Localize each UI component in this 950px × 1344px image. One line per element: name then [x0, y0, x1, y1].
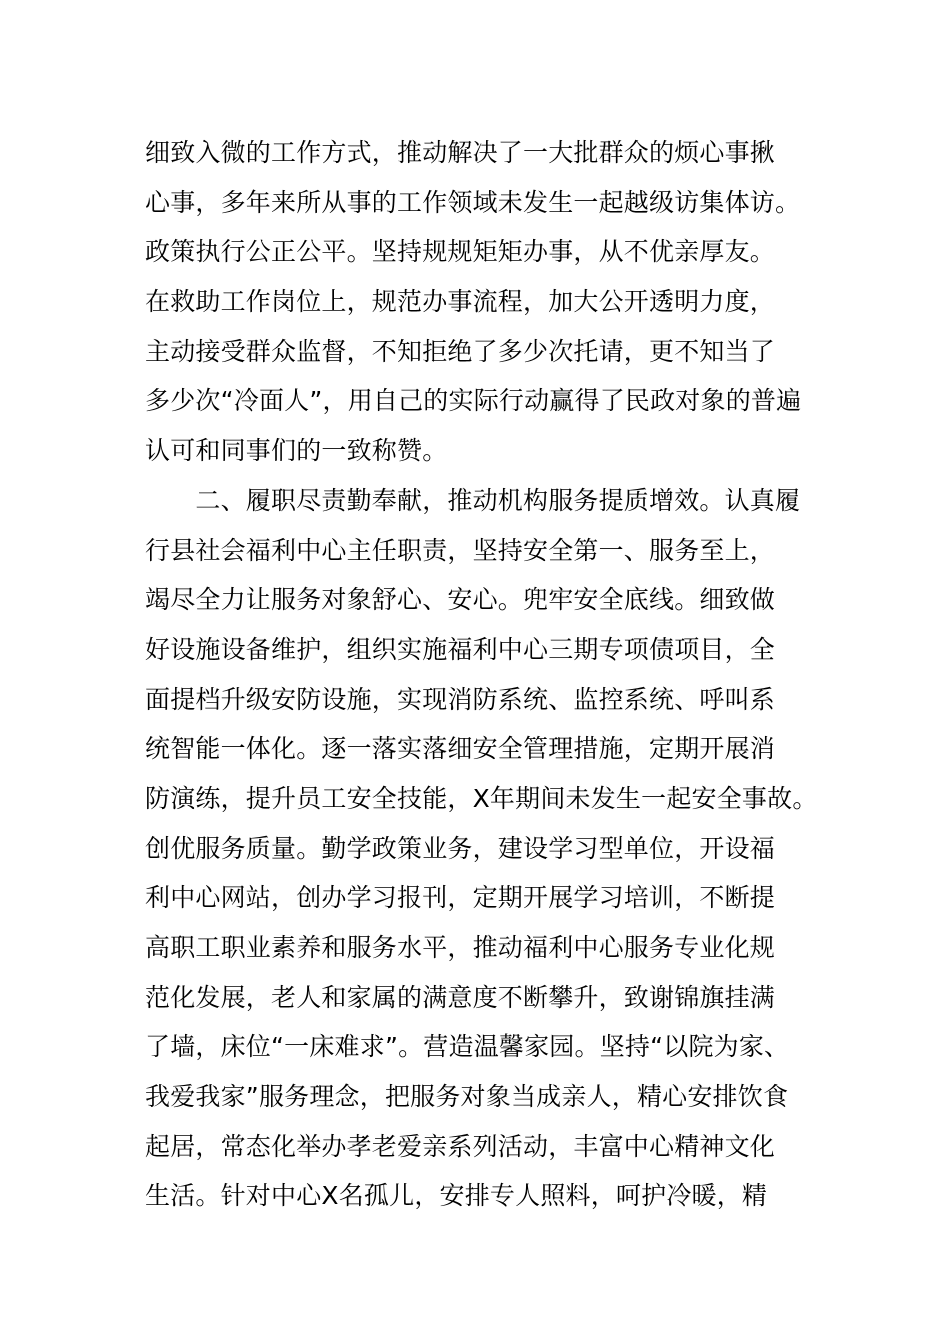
- document-body: [145, 128, 825, 1221]
- text-line: 政策执行公正公平。坚持规规矩矩办事，从不优亲厚友。: [145, 237, 776, 267]
- text-line: 细致入微的工作方式，推动解决了一大批群众的烦心事揪: [145, 138, 776, 167]
- text-line: 创优服务质量。勤学政策业务，建设学习型单位，开设福: [145, 833, 776, 863]
- text-line: 利中心网站，创办学习报刊，定期开展学习培训，不断提: [145, 883, 776, 913]
- text-line: 防演练，提升员工安全技能，X年期间未发生一起安全事故。: [145, 783, 818, 813]
- text-line: 高职工职业素养和服务水平，推动福利中心服务专业化规: [145, 933, 776, 962]
- text-line: 多少次“冷面人”，用自己的实际行动赢得了民政对象的普遍: [145, 386, 802, 416]
- text-line: 主动接受群众监督，不知拒绝了多少次托请，更不知当了: [145, 336, 776, 366]
- text-line: 行县社会福利中心主任职责，坚持安全第一、服务至上，: [145, 535, 776, 565]
- text-line: 竭尽全力让服务对象舒心、安心。兜牢安全底线。细致做: [145, 585, 776, 615]
- text-line: 心事，多年来所从事的工作领域未发生一起越级访集体访。: [145, 187, 801, 217]
- text-line: 了墙，床位“一床难求”。营造温馨家园。坚持“以院为家、: [145, 1032, 790, 1062]
- text-line: 在救助工作岗位上，规范办事流程，加大公开透明力度，: [145, 287, 776, 317]
- text-line: 我爱我家”服务理念，把服务对象当成亲人，精心安排饮食: [145, 1082, 789, 1112]
- text-line: 起居，常态化举办孝老爱亲系列活动，丰富中心精神文化: [145, 1131, 776, 1161]
- text-line: 范化发展，老人和家属的满意度不断攀升，致谢锦旗挂满: [145, 982, 776, 1012]
- text-line: 统智能一体化。逐一落实落细安全管理措施，定期开展消: [145, 734, 776, 764]
- text-line: 好设施设备维护，组织实施福利中心三期专项债项目，全: [145, 634, 776, 664]
- text-line: 生活。针对中心X名孤儿，安排专人照料，呵护冷暖，精: [145, 1181, 768, 1211]
- text-line: 二、履职尽责勤奉献，推动机构服务提质增效。认真履: [145, 485, 801, 515]
- text-line: 认可和同事们的一致称赞。: [145, 436, 448, 466]
- text-line: 面提档升级安防设施，实现消防系统、监控系统、呼叫系: [145, 684, 776, 714]
